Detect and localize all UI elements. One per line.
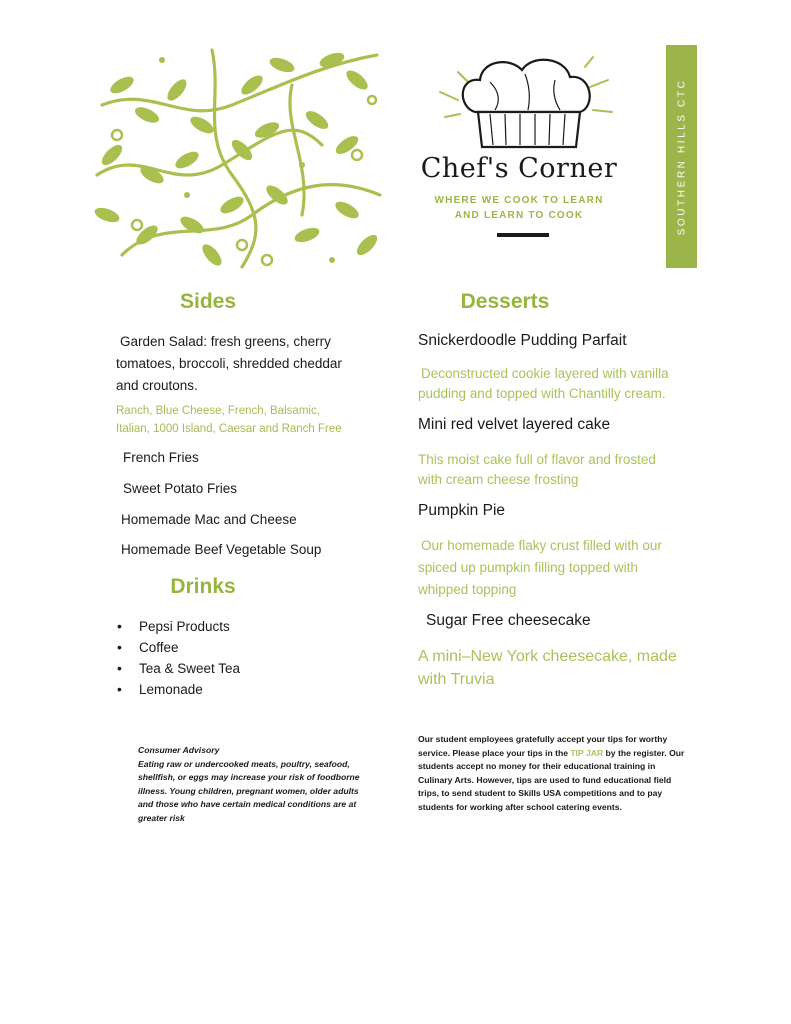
chef-hat-icon (430, 52, 625, 157)
side-item: Sweet Potato Fries (123, 481, 238, 496)
description-line: spiced up pumpkin filling topped with (418, 560, 638, 575)
dessert-description (418, 645, 708, 691)
dessert-name: Sugar Free cheesecake (426, 612, 591, 629)
dessert-name: Snickerdoodle Pudding Parfait (418, 332, 627, 349)
description-line: Our homemade flaky crust filled with our (421, 538, 662, 553)
dressing-line: Italian, 1000 Island, Caesar and Ranch Free (116, 423, 342, 435)
consumer-advisory (138, 744, 378, 825)
list-item: • Tea & Sweet Tea (115, 658, 315, 679)
tips-line: students for working after school catering events. (418, 801, 622, 812)
dressing-options (116, 402, 386, 438)
salad-description (116, 331, 376, 397)
tagline-divider (497, 233, 549, 237)
advisory-line: greater risk (138, 812, 185, 823)
brand-title: Chef's Corner (420, 153, 618, 184)
tips-line: Culinary Arts. However, tips are used to fund educational field (418, 774, 672, 785)
salad-line: and croutons. (116, 378, 198, 393)
advisory-title: Consumer Advisory (138, 745, 220, 755)
tips-note (418, 733, 708, 814)
tagline-line2: AND LEARN TO COOK (454, 210, 584, 221)
list-item: • Coffee (115, 637, 315, 658)
drinks-heading: Drinks (170, 575, 236, 598)
tip-jar-label: TIP JAR (570, 747, 604, 758)
advisory-line: shellfish, or eggs may increase your risk of foodborne (138, 772, 360, 782)
advisory-line: and those who have certain medical conditions are at (138, 799, 357, 809)
vine-leaves-icon (92, 45, 384, 269)
list-item: • Pepsi Products (115, 616, 315, 637)
tips-line: students accept no money for their educational training in (418, 761, 656, 771)
desserts-heading: Desserts (460, 290, 550, 313)
tips-line: Our student employees gratefully accept your tips for worthy (418, 734, 668, 744)
salad-line: tomatoes, broccoli, shredded cheddar (116, 356, 342, 371)
side-item: French Fries (123, 450, 199, 465)
tagline-line1: WHERE WE COOK TO LEARN (434, 195, 604, 206)
advisory-line: Eating raw or undercooked meats, poultry, seafood, (138, 758, 350, 769)
tips-line (418, 747, 708, 761)
dessert-description (418, 450, 708, 490)
dessert-description (418, 364, 708, 404)
description-line: whipped topping (418, 582, 517, 597)
dessert-name: Pumpkin Pie (418, 502, 506, 519)
side-item: Homemade Beef Vegetable Soup (121, 542, 322, 557)
dressing-line: Ranch, Blue Cheese, French, Balsamic, (116, 405, 320, 417)
tips-text: by the register. Our (603, 747, 685, 758)
description-line: pudding and topped with Chantilly cream. (418, 386, 666, 401)
dessert-description (418, 535, 708, 601)
drinks-list (115, 616, 315, 700)
tips-line: trips, to send student to Skills USA competitions and to pay (418, 788, 663, 798)
sides-heading: Sides (179, 290, 237, 313)
school-side-bar (666, 45, 697, 268)
description-line: with Truvia (418, 671, 495, 688)
description-line: A mini–New York cheesecake, made (418, 648, 677, 665)
description-line: This moist cake full of flavor and frosted (418, 452, 656, 467)
description-line: with cream cheese frosting (418, 472, 579, 487)
school-name-label: SOUTHERN HILLS CTC (676, 78, 687, 235)
tips-text: service. Please place your tips in the (418, 747, 571, 758)
list-item: • Lemonade (115, 679, 315, 700)
description-line: Deconstructed cookie layered with vanilla (421, 366, 669, 381)
dessert-name: Mini red velvet layered cake (418, 416, 611, 433)
advisory-line: illness. Young children, pregnant women, older adults (138, 785, 359, 796)
salad-line: Garden Salad: fresh greens, cherry (120, 334, 331, 349)
side-item: Homemade Mac and Cheese (121, 512, 297, 527)
